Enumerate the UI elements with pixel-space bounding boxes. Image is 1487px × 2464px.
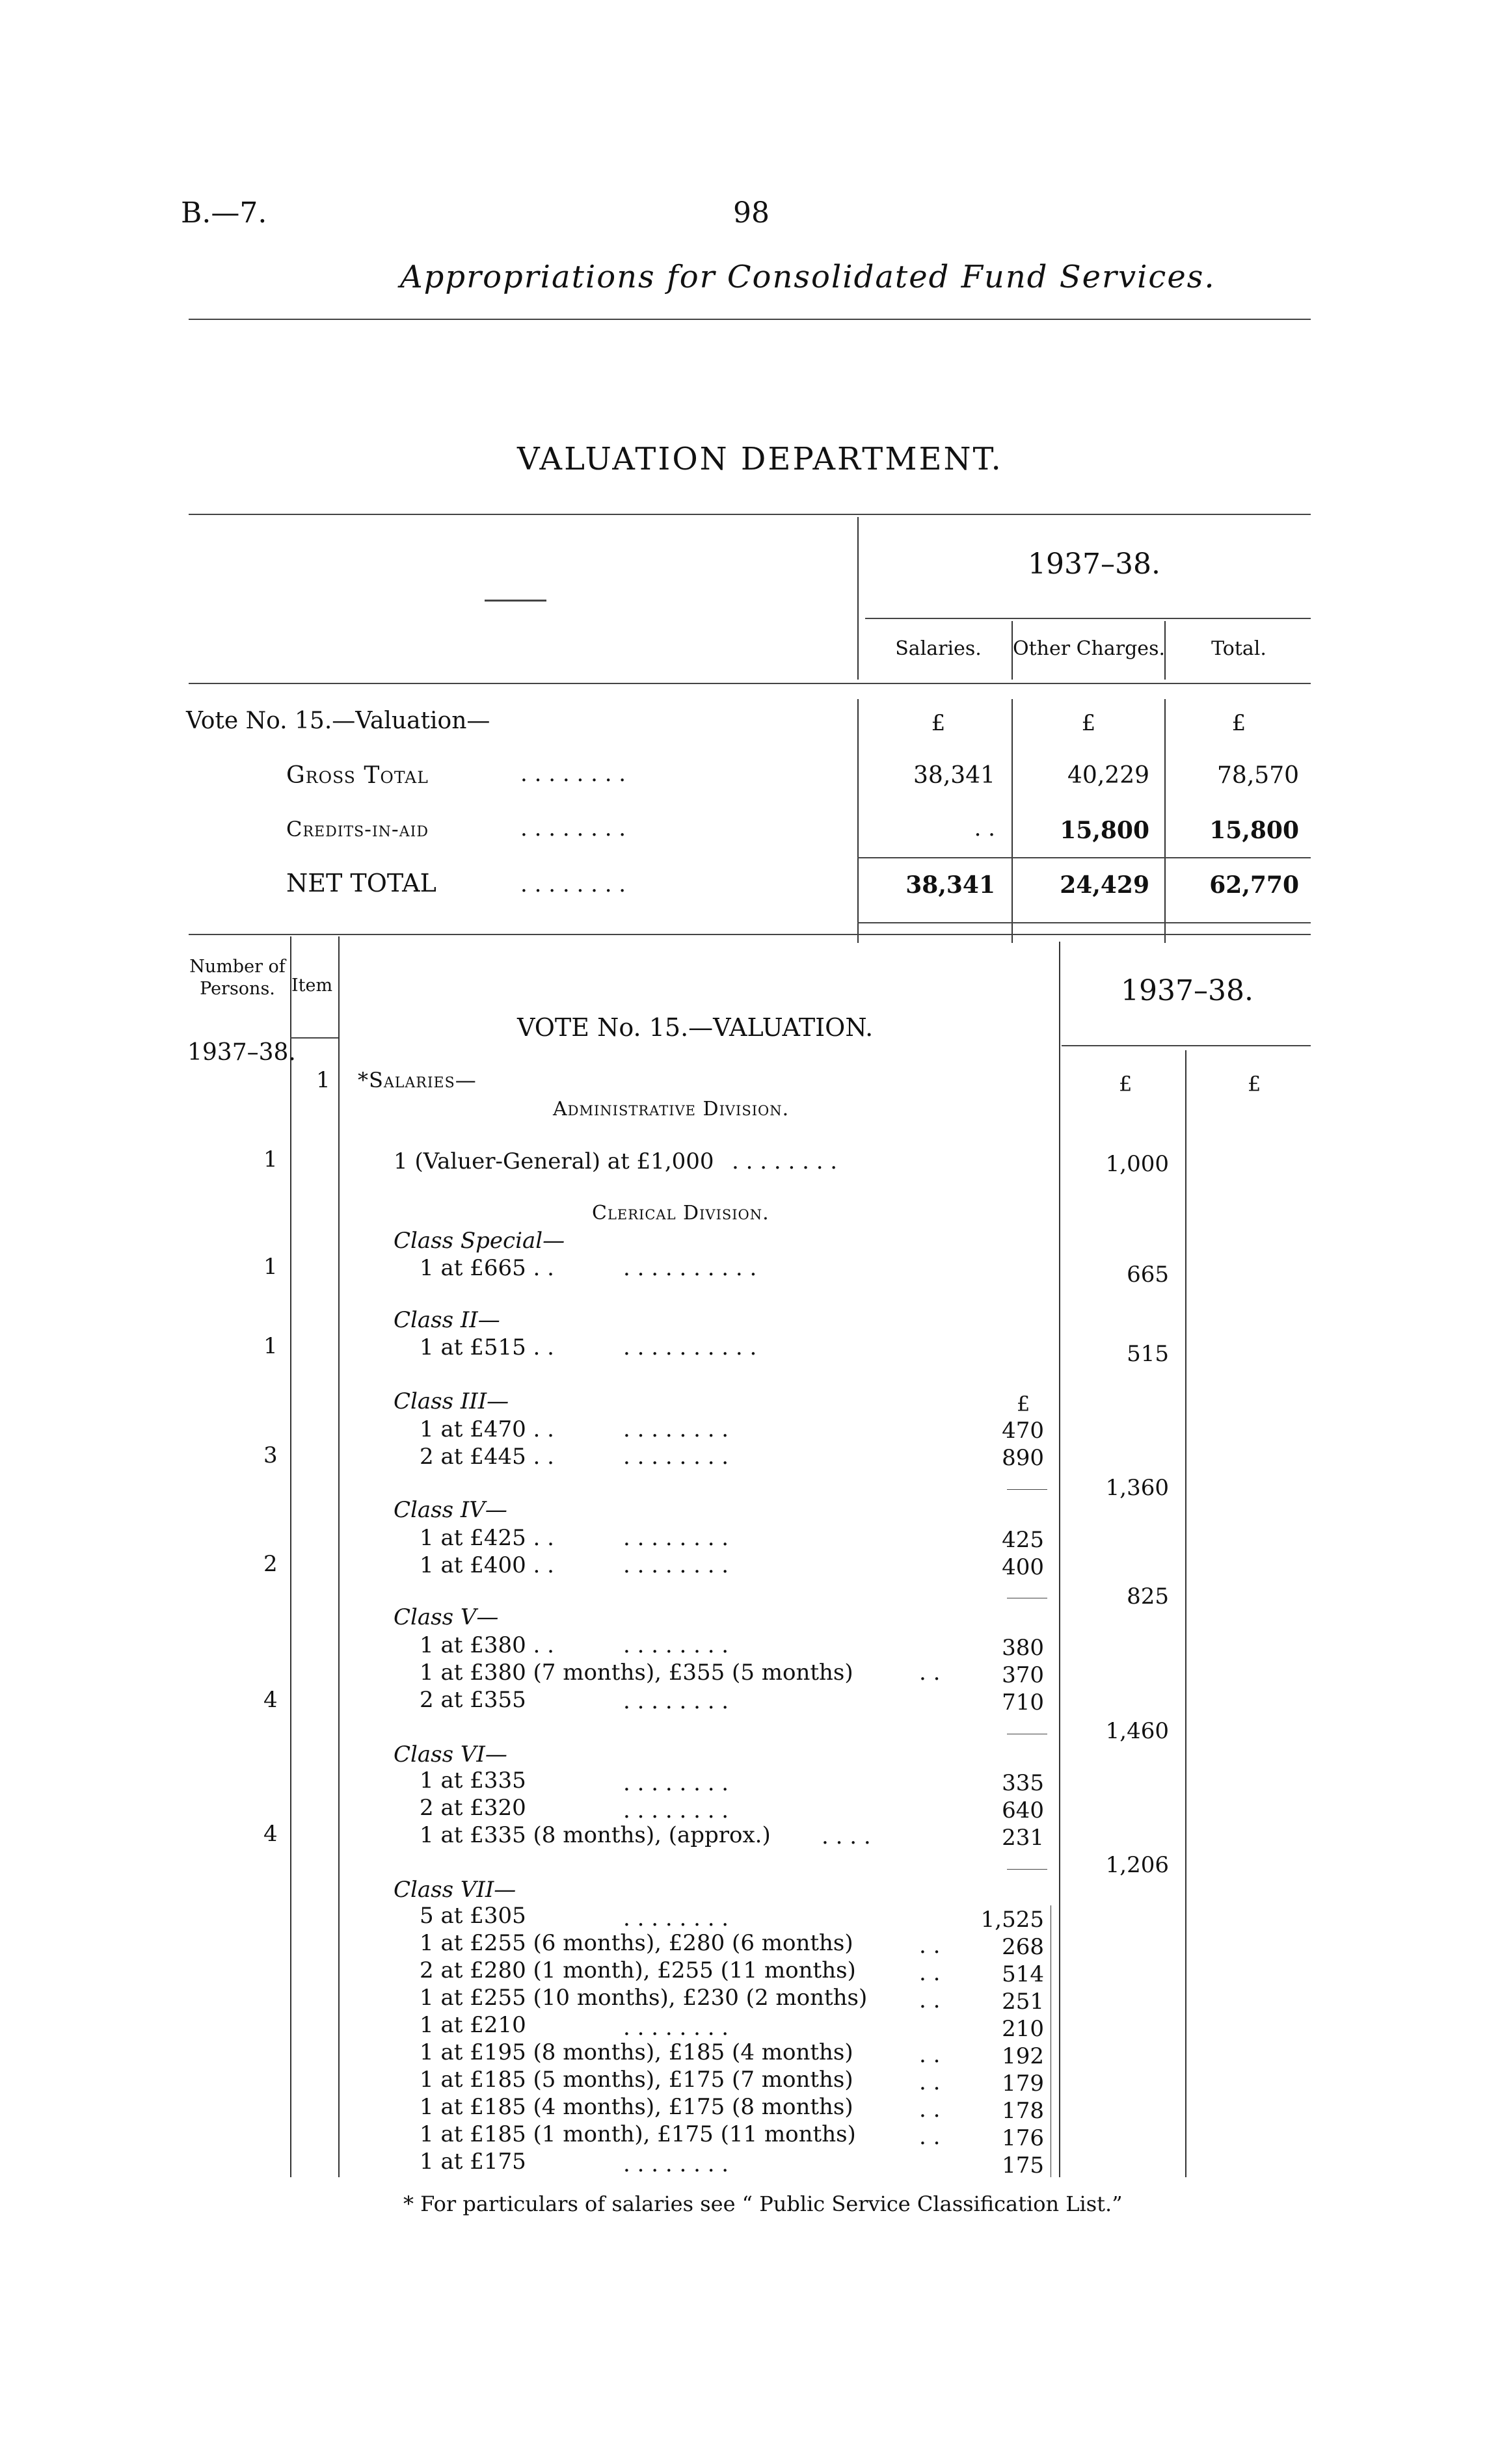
class-special-dots: . . . . . . . . . . bbox=[623, 1255, 757, 1281]
class-iv-persons: 2 bbox=[263, 1551, 278, 1577]
class-special-line: 1 at £665 . . bbox=[420, 1255, 554, 1281]
class-vii-dots-9: . . bbox=[919, 2124, 941, 2150]
item-text-divider bbox=[338, 936, 340, 2177]
class-vii-dots-1: . . . . . . . . bbox=[623, 1905, 729, 1931]
class-v-label: Class V— bbox=[394, 1604, 499, 1630]
net-total-salaries: 38,341 bbox=[905, 871, 995, 899]
class-v-amount-1: 380 bbox=[1002, 1635, 1044, 1661]
class-iv-line-1: 1 at £425 . . bbox=[420, 1525, 554, 1551]
page-number: 98 bbox=[733, 196, 770, 230]
class-vii-dots-4: . . bbox=[919, 1987, 941, 2013]
class-vii-line-8: 1 at £185 (4 months), £175 (8 months) bbox=[420, 2094, 853, 2120]
running-title: Appropriations for Consolidated Fund Services. bbox=[400, 259, 1216, 295]
valuer-persons: 1 bbox=[263, 1146, 278, 1172]
net-total-top-rule bbox=[857, 857, 1311, 858]
column-total: Total. bbox=[1211, 637, 1266, 660]
salaries-heading: *Salaries— bbox=[358, 1068, 477, 1093]
class-vii-line-10: 1 at £175 bbox=[420, 2149, 526, 2175]
class-vi-subtotal: 1,206 bbox=[1105, 1852, 1169, 1878]
class-ii-line: 1 at £515 . . bbox=[420, 1334, 554, 1360]
credits-in-aid-other: 15,800 bbox=[1060, 817, 1149, 844]
class-vii-line-9: 1 at £185 (1 month), £175 (11 months) bbox=[420, 2121, 856, 2147]
class-vi-dots-2: . . . . . . . . bbox=[623, 1797, 729, 1823]
class-ii-label: Class II— bbox=[394, 1307, 500, 1333]
class-v-amount-2: 370 bbox=[1002, 1662, 1044, 1688]
class-vii-line-4: 1 at £255 (10 months), £230 (2 months) bbox=[420, 1985, 868, 2011]
class-v-line-2: 1 at £380 (7 months), £355 (5 months) bbox=[420, 1660, 853, 1686]
class-vii-line-7: 1 at £185 (5 months), £175 (7 months) bbox=[420, 2067, 853, 2093]
valuer-amount: 1,000 bbox=[1105, 1151, 1169, 1177]
pound-sign-col1: £ bbox=[1119, 1072, 1132, 1096]
class-vi-line-2: 2 at £320 bbox=[420, 1795, 526, 1821]
class-vii-amount-7: 179 bbox=[1002, 2071, 1044, 2097]
item-column-header: Item bbox=[291, 975, 333, 996]
summary-currency-other: £ bbox=[1081, 710, 1096, 736]
class-vi-line-3: 1 at £335 (8 months), (approx.) bbox=[420, 1822, 771, 1848]
summary-bottom-rule bbox=[857, 922, 1311, 923]
text-amount-divider bbox=[1059, 942, 1060, 2177]
class-v-amount-3: 710 bbox=[1002, 1689, 1044, 1716]
class-vii-dots-7: . . bbox=[919, 2069, 941, 2095]
gross-total-other: 40,229 bbox=[1067, 762, 1149, 789]
class-v-dots-3: . . . . . . . . bbox=[623, 1688, 729, 1714]
class-vii-amount-8: 178 bbox=[1002, 2098, 1044, 2124]
clerical-division-heading: Clerical Division. bbox=[592, 1202, 770, 1225]
class-vii-dots-3: . . bbox=[919, 1960, 941, 1986]
class-vii-line-2: 1 at £255 (6 months), £280 (6 months) bbox=[420, 1930, 853, 1956]
class-vii-dots-10: . . . . . . . . bbox=[623, 2151, 729, 2177]
class-iii-sum-rule bbox=[1007, 1489, 1047, 1490]
summary-currency-total: £ bbox=[1231, 710, 1246, 736]
class-iii-pound: £ bbox=[1017, 1392, 1030, 1416]
class-v-subtotal: 1,460 bbox=[1105, 1718, 1169, 1744]
class-vii-label: Class VII— bbox=[394, 1877, 516, 1903]
class-iii-subtotal: 1,360 bbox=[1105, 1475, 1169, 1501]
class-vii-amount-5: 210 bbox=[1002, 2016, 1044, 2042]
class-v-persons: 4 bbox=[263, 1687, 278, 1713]
gross-total-salaries: 38,341 bbox=[913, 762, 995, 789]
credits-in-aid-label: Credits-in-aid bbox=[286, 817, 429, 841]
class-vii-amount-3: 514 bbox=[1002, 1961, 1044, 1987]
class-iv-amount-2: 400 bbox=[1002, 1554, 1044, 1580]
summary-end-rule bbox=[189, 934, 1311, 935]
class-v-line-1: 1 at £380 . . bbox=[420, 1632, 554, 1658]
net-total-dots: . . . . . . . . bbox=[520, 871, 626, 897]
class-vii-dots-6: . . bbox=[919, 2042, 941, 2068]
class-vii-dots-5: . . . . . . . . bbox=[623, 2015, 729, 2041]
class-vii-amount-2: 268 bbox=[1002, 1934, 1044, 1960]
document-reference: B.—7. bbox=[181, 196, 267, 230]
year-underline bbox=[1062, 1045, 1311, 1046]
summary-divider-label bbox=[857, 517, 859, 680]
summary-year-rule bbox=[865, 618, 1311, 619]
class-vi-amount-2: 640 bbox=[1002, 1797, 1044, 1823]
credits-in-aid-total: 15,800 bbox=[1209, 817, 1299, 844]
class-vi-label: Class VI— bbox=[394, 1742, 507, 1768]
persons-item-divider bbox=[290, 936, 291, 2177]
class-vi-amount-1: 335 bbox=[1002, 1770, 1044, 1796]
amount-column-divider bbox=[1185, 1050, 1186, 2177]
net-total-other: 24,429 bbox=[1060, 871, 1149, 899]
class-vi-sum-rule bbox=[1007, 1869, 1047, 1870]
net-total-label: NET TOTAL bbox=[286, 869, 436, 897]
class-iii-amount-1: 470 bbox=[1002, 1418, 1044, 1444]
class-v-line-3: 2 at £355 bbox=[420, 1687, 526, 1713]
class-special-persons: 1 bbox=[263, 1254, 278, 1280]
credits-in-aid-dots: . . . . . . . . bbox=[520, 815, 626, 841]
summary-head-dash bbox=[485, 600, 546, 602]
credits-in-aid-salaries: . . bbox=[974, 815, 995, 841]
vote-title: VOTE No. 15.—VALUATION. bbox=[517, 1013, 874, 1042]
class-vii-amount-6: 192 bbox=[1002, 2043, 1044, 2069]
class-vii-line-3: 2 at £280 (1 month), £255 (11 months) bbox=[420, 1957, 856, 1983]
item-head-rule bbox=[290, 1037, 338, 1039]
net-total-total: 62,770 bbox=[1209, 871, 1299, 899]
valuer-line: 1 (Valuer-General) at £1,000 bbox=[394, 1148, 714, 1174]
valuer-dots: . . . . . . . . bbox=[732, 1148, 838, 1174]
class-iii-dots-1: . . . . . . . . bbox=[623, 1416, 729, 1442]
class-vii-line-1: 5 at £305 bbox=[420, 1903, 526, 1929]
summary-head-rule bbox=[189, 683, 1311, 684]
summary-top-rule bbox=[189, 514, 1311, 515]
class-ii-amount: 515 bbox=[1127, 1341, 1169, 1367]
class-v-dots-2: . . bbox=[919, 1660, 941, 1686]
department-title: VALUATION DEPARTMENT. bbox=[517, 441, 1003, 477]
summary-year-label: 1937–38. bbox=[1028, 548, 1160, 581]
class-v-dots-1: . . . . . . . . bbox=[623, 1632, 729, 1658]
column-other-charges: Other Charges. bbox=[1013, 637, 1165, 660]
footnote: * For particulars of salaries see “ Public Service Classification List.” bbox=[403, 2192, 1123, 2216]
class-vii-amount-10: 175 bbox=[1002, 2153, 1044, 2179]
class-iii-line-2: 2 at £445 . . bbox=[420, 1444, 554, 1470]
class-vii-dots-2: . . bbox=[919, 1933, 941, 1959]
gross-total-total: 78,570 bbox=[1217, 762, 1299, 789]
class-iv-dots-1: . . . . . . . . bbox=[623, 1525, 729, 1551]
class-iv-dots-2: . . . . . . . . bbox=[623, 1552, 729, 1578]
administrative-division-heading: Administrative Division. bbox=[553, 1098, 790, 1120]
class-vii-dots-8: . . bbox=[919, 2097, 941, 2123]
class-iii-dots-2: . . . . . . . . bbox=[623, 1444, 729, 1470]
class-iii-amount-2: 890 bbox=[1002, 1445, 1044, 1471]
column-salaries: Salaries. bbox=[895, 637, 982, 660]
class-vi-amount-3: 231 bbox=[1002, 1825, 1044, 1851]
class-iv-line-2: 1 at £400 . . bbox=[420, 1552, 554, 1578]
class-iii-persons: 3 bbox=[263, 1442, 278, 1468]
class-iv-label: Class IV— bbox=[394, 1497, 507, 1523]
summary-vote-label: Vote No. 15.—Valuation— bbox=[186, 708, 490, 734]
item-number: 1 bbox=[316, 1067, 330, 1093]
class-special-amount: 665 bbox=[1127, 1262, 1169, 1288]
class-vii-amount-9: 176 bbox=[1002, 2125, 1044, 2151]
class-ii-persons: 1 bbox=[263, 1333, 278, 1359]
class-vii-amount-1: 1,525 bbox=[980, 1907, 1044, 1933]
class-vi-persons: 4 bbox=[263, 1821, 278, 1847]
header-rule bbox=[189, 319, 1311, 320]
class-iv-subtotal: 825 bbox=[1127, 1583, 1169, 1610]
summary-divider-label-lower bbox=[857, 699, 859, 943]
pound-sign-col2: £ bbox=[1248, 1072, 1261, 1096]
class-iii-label: Class III— bbox=[394, 1388, 509, 1414]
gross-total-label: Gross Total bbox=[286, 762, 429, 789]
class-vi-dots-1: . . . . . . . . bbox=[623, 1770, 729, 1796]
class-vii-line-5: 1 at £210 bbox=[420, 2012, 526, 2038]
detail-year-label: 1937–38. bbox=[1121, 974, 1253, 1007]
gross-total-dots: . . . . . . . . bbox=[520, 761, 626, 787]
persons-year-label: 1937–38. bbox=[187, 1039, 296, 1066]
class-vi-line-1: 1 at £335 bbox=[420, 1768, 526, 1794]
class-ii-dots: . . . . . . . . . . bbox=[623, 1334, 757, 1360]
class-iii-line-1: 1 at £470 . . bbox=[420, 1416, 554, 1442]
class-iv-amount-1: 425 bbox=[1002, 1527, 1044, 1553]
class-vii-amount-4: 251 bbox=[1002, 1989, 1044, 2015]
class-vi-dots-3: . . . . bbox=[822, 1823, 871, 1849]
persons-column-header: Number of Persons. bbox=[189, 957, 286, 999]
class-vii-line-6: 1 at £195 (8 months), £185 (4 months) bbox=[420, 2039, 853, 2065]
summary-currency-salaries: £ bbox=[931, 710, 946, 736]
class-special-label: Class Special— bbox=[394, 1228, 565, 1254]
